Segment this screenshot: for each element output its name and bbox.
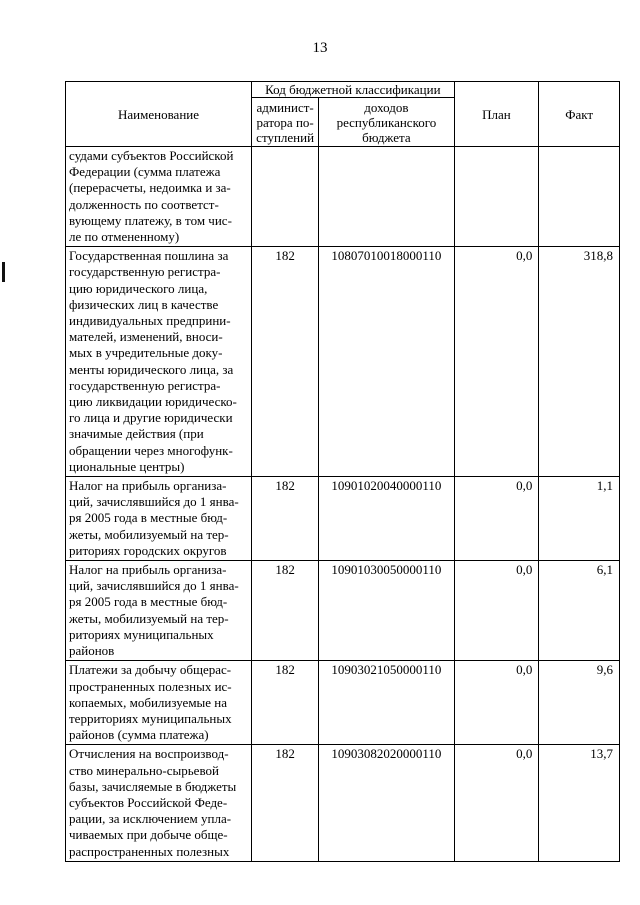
header-name: Наименование xyxy=(66,82,252,147)
table-row xyxy=(66,477,620,561)
table-body xyxy=(66,147,620,862)
header-revenue-code: доходов республиканского бюджета xyxy=(319,98,454,147)
row-plan-cell: 0,0 xyxy=(454,745,539,861)
row-plan-cell: 0,0 xyxy=(454,661,539,745)
row-plan-cell: 0,0 xyxy=(454,247,539,477)
row-admin-cell: 182 xyxy=(252,661,319,745)
row-name-cell: судами субъектов Российской Федерации (сумма платежа (перерасчеты, недоимка и за- долженность по соответст- вующему платежу, в том чис- ле по отмененному) xyxy=(66,147,252,247)
row-fact-cell: 1,1 xyxy=(539,477,620,561)
row-admin-cell: 182 xyxy=(252,745,319,861)
row-plan-cell: 0,0 xyxy=(454,477,539,561)
table-row xyxy=(66,147,620,247)
row-plan-cell: 0,0 xyxy=(454,561,539,661)
row-admin-cell: 182 xyxy=(252,247,319,477)
header-classification-code: Код бюджетной классификации xyxy=(252,82,455,98)
row-admin-cell: 182 xyxy=(252,477,319,561)
row-admin-cell: 182 xyxy=(252,561,319,661)
row-code-cell: 10901030050000110 xyxy=(319,561,454,661)
row-code-cell: 10903082020000110 xyxy=(319,745,454,861)
row-plan-cell xyxy=(454,147,539,247)
row-code-cell xyxy=(319,147,454,247)
row-name-cell: Платежи за добычу общерас- пространенных полезных ис- копаемых, мобилизуемые на территориях муниципальных районов (сумма платежа) xyxy=(66,661,252,745)
table-header xyxy=(66,82,620,147)
page-number: 13 xyxy=(312,40,328,56)
row-code-cell: 10903021050000110 xyxy=(319,661,454,745)
row-code-cell: 10901020040000110 xyxy=(319,477,454,561)
row-fact-cell xyxy=(539,147,620,247)
header-fact: Факт xyxy=(539,82,620,147)
row-name-cell: Отчисления на воспроизвод- ство минерально-сырьевой базы, зачисляемые в бюджеты субъектов Российской Феде- рации, за исключением упла- чиваемых при добыче обще- распространенных полезных xyxy=(66,745,252,861)
row-fact-cell: 6,1 xyxy=(539,561,620,661)
table-row xyxy=(66,561,620,661)
header-plan: План xyxy=(454,82,539,147)
table-row xyxy=(66,247,620,477)
table-row xyxy=(66,661,620,745)
row-code-cell: 10807010018000110 xyxy=(319,247,454,477)
header-administrator: админист- ратора по- ступлений xyxy=(252,98,319,147)
row-fact-cell: 9,6 xyxy=(539,661,620,745)
row-admin-cell xyxy=(252,147,319,247)
row-name-cell: Налог на прибыль организа- ций, зачислявшийся до 1 янва- ря 2005 года в местные бюд- жеты, мобилизуемый на тер- риториях городских округов xyxy=(66,477,252,561)
margin-mark xyxy=(2,262,5,282)
row-fact-cell: 13,7 xyxy=(539,745,620,861)
row-name-cell: Государственная пошлина за государственную регистра- цию юридического лица, физических лиц в качестве индивидуальных предприни- мателей, изменений, вноси- мых в учредительные доку- менты юридического лица, за государственную регистра- цию ликвидации юридическо- го лица и другие юридически значимые действия (при обращении через многофунк- циональные центры) xyxy=(66,247,252,477)
row-fact-cell: 318,8 xyxy=(539,247,620,477)
budget-table xyxy=(65,81,620,862)
table-row xyxy=(66,745,620,861)
row-name-cell: Налог на прибыль организа- ций, зачислявшийся до 1 янва- ря 2005 года в местные бюд- жеты, мобилизуемый на тер- риториях муниципальных районов xyxy=(66,561,252,661)
